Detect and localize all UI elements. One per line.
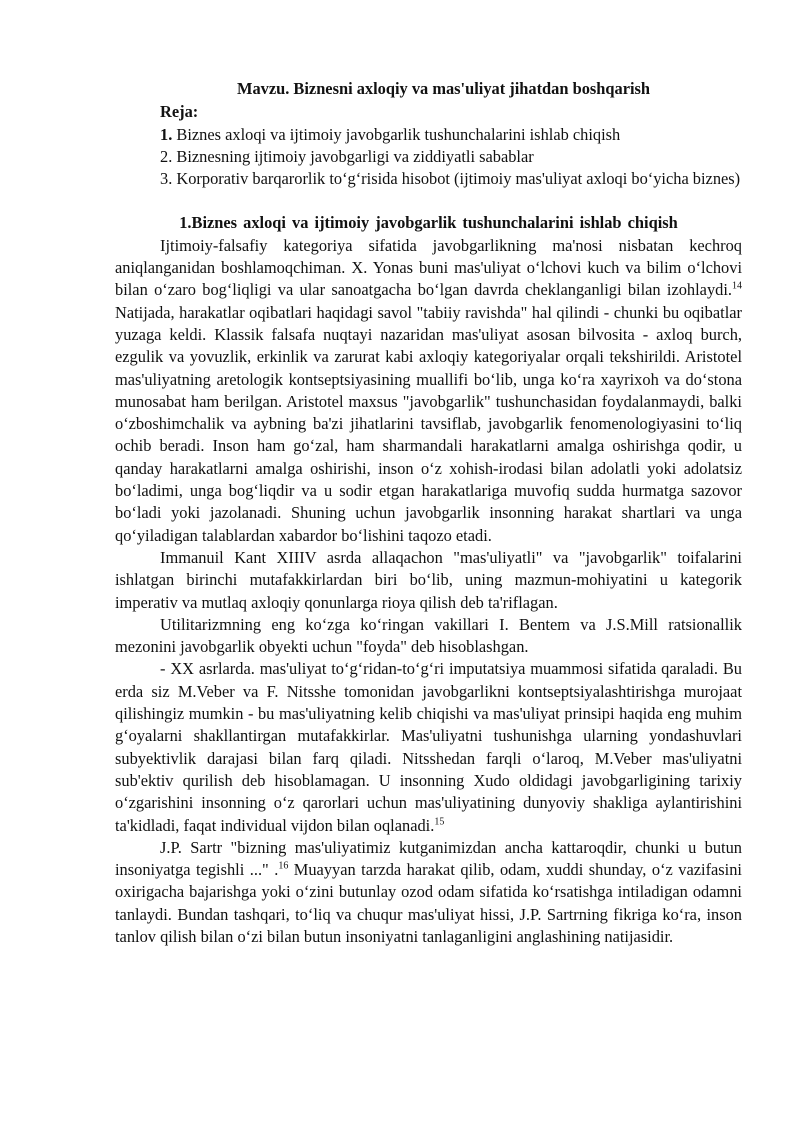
plan-item-number: 3. [160,169,173,189]
plan-item-text: Korporativ barqarorlik to‘g‘risida hisobot (ijtimoiy mas'uliyat axloqi bo‘yicha biznes) [172,169,741,189]
paragraph-text: J.P. Sartr "bizning mas'uliyatimiz kutganimizdan ancha kattaroqdir, chunki u butun insoniyatga tegishli ..." . [115,837,742,880]
paragraph-text: Natijada, harakatlar oqibatlari haqidagi savol "tabiiy ravishda" hal qilindi - chunki bu oqibatlar yuzaga keldi. Klassik falsafa nuqtayi nazaridan mas'uliyat asosan bilvosita - axloq burch, ezgulik va yovuzlik, erkinlik va zarurat kabi axloqiy kategoriyalar orqali tekshirildi. Aristotel mas'uliyatning aretologik kontseptsiyasining muallifi bo‘lib, unga ko‘ra xayrixoh va do‘stona munosabat ham berilgan. Aristotel maxsus "javobgarlik" tushunchasidan foydalanmaydi, balki o‘zboshimchalik va aybning ba'zi jihatlarini tavsiflab, javobgarlik fenomenologiyasini to‘liq ochib beradi. Inson ham go‘zal, ham sharmandali harakatlarni amalga oshirishga qodir, u qanday harakatlarni amalga oshirishi, inson o‘z xohish-irodasi bilan adolatli yoki adolatsiz bo‘ladimi, unga bog‘liqdir va u sodir etgan harakatlariga muvofiq sudda hurmatga sazovor bo‘ladi yoki jazolanadi. Shuning uchun javobgarlik insonning harakat shartlari va unga qo‘yiladigan talablardan xabardor bo‘lishini taqozo etadi. [115,302,742,545]
footnote-ref: 16 [278,860,289,872]
paragraph [115,235,742,547]
plan-item [115,124,742,146]
paragraph [115,837,742,948]
paragraph: Utilitarizmning eng ko‘zga ko‘ringan vakillari I. Bentem va J.S.Mill ratsionallik mezonini javobgarlik obyekti uchun "foyda" deb hisoblashgan. [115,614,742,657]
plan-label: Reja: [160,102,199,122]
plan-item [115,168,742,190]
paragraph [115,658,742,836]
blank-line [115,190,742,212]
plan-item [115,146,742,168]
document-title: Mavzu. Biznesni axloqiy va mas'uliyat jihatdan boshqarish [236,79,651,98]
paragraph: Immanuil Kant XIIIV asrda allaqachon "mas'uliyatli" va "javobgarlik" toifalarini ishlatgan birinchi mutafakkirlardan biri bo‘lib, uning mazmun-mohiyatini u kategorik imperativ va mutlaq axloqiy qonunlarga rioya qilish deb ta'riflagan. [115,547,742,612]
footnote-ref: 15 [434,816,445,828]
section-heading: 1.Biznes axloqi va ijtimoiy javobgarlik tushunchalarini ishlab chiqish [179,213,678,233]
footnote-ref: 14 [732,280,742,292]
plan-item-text: Biznes axloqi va ijtimoiy javobgarlik tushunchalarini ishlab chiqish [172,124,621,144]
plan-item-number: 1. [160,124,173,144]
plan-item-number: 2. [160,146,173,166]
paragraph-text: Ijtimoiy-falsafiy kategoriya sifatida javobgarlikning ma'nosi nisbatan kechroq aniqlanganidan boshlamoqchiman. X. Yonas buni mas'uliyat o‘lchovi kuch va bilim o‘lchovi bilan o‘zaro bog‘liqligi va ular sanoatgacha bo‘lgan davrda cheklanganligi bilan izohlaydi. [115,235,742,300]
paragraph-text: - XX asrlarda. mas'uliyat to‘g‘ridan-to‘g‘ri imputatsiya muammosi sifatida qaraladi. Bu erda siz M.Veber va F. Nitsshe tomonidan javobgarlikni kontseptsiyalashtirishga murojaat qilishingiz mumkin - bu mas'uliyatning kelib chiqishi va mas'uliyat prinsipi haqida eng muhim g‘oyalarni shakllantirgan mutafakkirlar. Mas'uliyatni tushunishga ularning yondashuvlari subyektivlik darajasi bilan farq qiladi. Nitsshedan farqli o‘laroq, M.Veber mas'uliyatni sub'ektiv qurilish deb hisoblamagan. U insonning Xudo oldidagi javobgarligining tarixiy o‘zgarishini insonning o‘z qarorlari uchun mas'uliyatining dunyoviy shakliga aylantirishini ta'kidladi, faqat individual vijdon bilan oqlanadi. [115,659,742,835]
plan-item-text: Biznesning ijtimoiy javobgarligi va ziddiyatli sabablar [172,146,534,166]
paragraph-text: Muayyan tarzda harakat qilib, odam, xuddi shunday, o‘z vazifasini oxirigacha bajarishga yoki o‘zini butunlay ozod odam sifatida ko‘rsatishga intiladigan odamni tanlaydi. Bundan tashqari, to‘liq va chuqur mas'uliyat hissi, J.P. Sartrning fikriga ko‘ra, inson tanlov qilish bilan o‘zi bilan butun insoniyatni tanlaganligini anglashining natijasidir. [115,860,742,946]
plan-list [115,124,742,191]
